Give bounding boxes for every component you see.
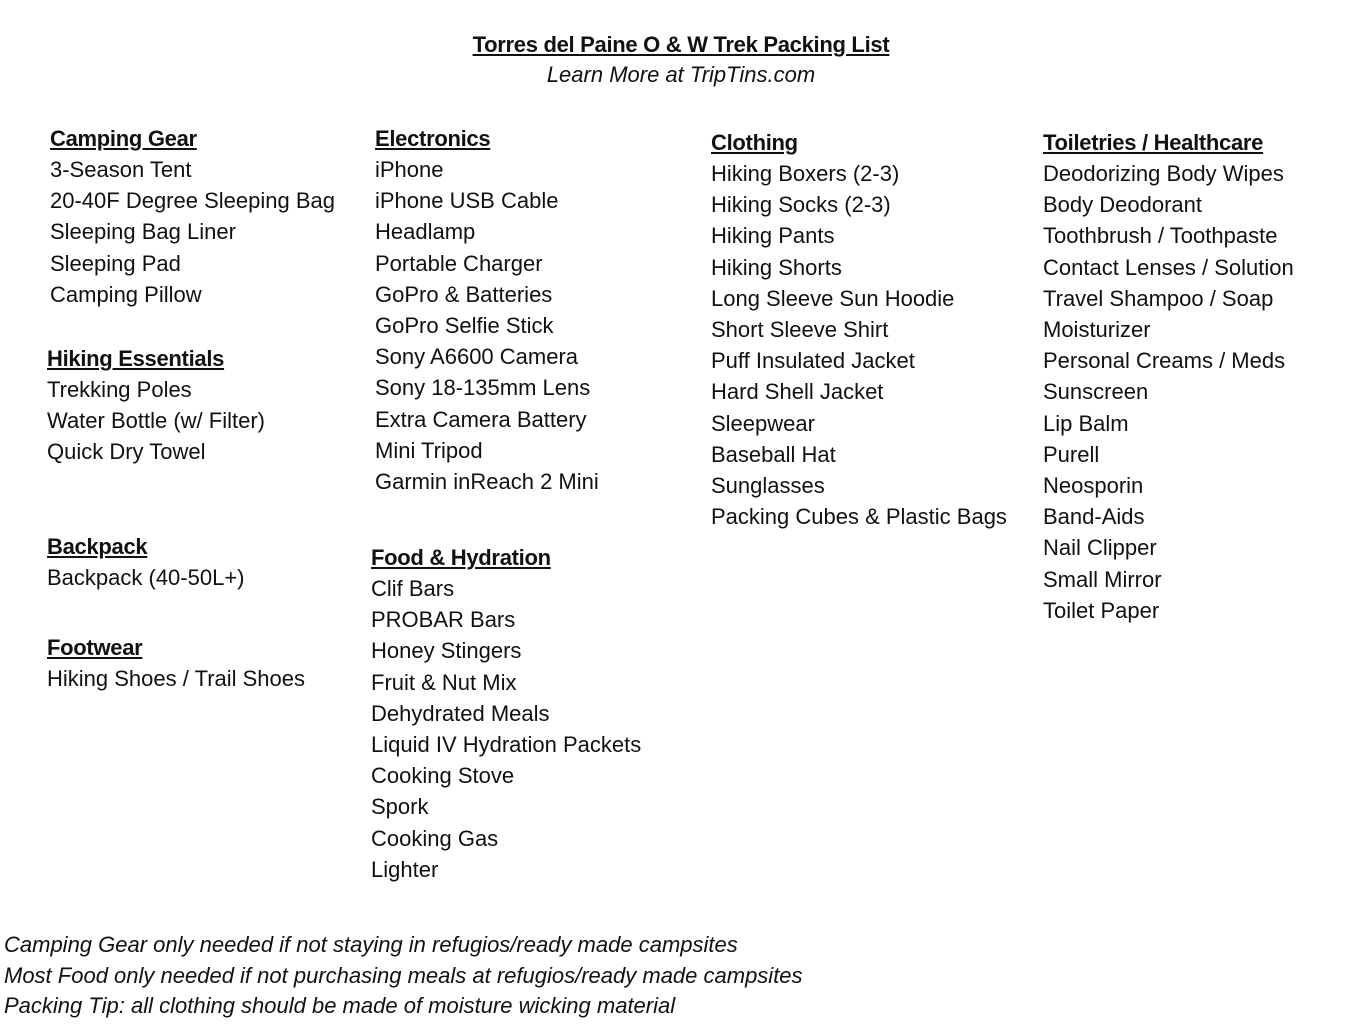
list-item: Deodorizing Body Wipes [1043,161,1284,186]
item-list [47,562,245,593]
list-item: Sleepwear [711,410,815,436]
section-camping-gear [50,124,335,310]
list-item: Toilet Paper [1043,597,1160,623]
list-item: Hiking Shorts [711,254,842,280]
item-list [50,154,335,310]
list-item: Toothbrush / Toothpaste [1043,223,1278,249]
section-heading: Hiking Essentials [47,346,225,371]
page-title: Torres del Paine O & W Trek Packing List [472,32,890,57]
list-item: Body Deodorant [1043,192,1202,218]
list-item: Honey Stingers [371,638,522,664]
list-item: Packing Cubes & Plastic Bags [711,504,1007,530]
list-item: Backpack (40-50L+) [47,565,245,590]
list-item: Purell [1043,441,1100,467]
item-list [375,154,599,497]
list-item: Lip Balm [1043,410,1129,436]
list-item: Moisturizer [1043,317,1151,343]
list-item: Water Bottle (w/ Filter) [47,408,265,434]
list-item: Baseball Hat [711,441,836,467]
document-header [0,30,1362,90]
section-electronics [375,124,599,497]
list-item: Contact Lenses / Solution [1043,254,1294,280]
footnote-packing-tip: Packing Tip: all clothing should be made of moisture wicking material [4,993,676,1018]
footnotes [4,930,803,1022]
list-item: Fruit & Nut Mix [371,669,517,695]
list-item: Sony 18-135mm Lens [375,375,591,401]
section-clothing [711,128,1007,532]
list-item: GoPro & Batteries [375,281,553,307]
list-item: Trekking Poles [47,377,192,402]
footnote-camping-gear: Camping Gear only needed if not staying in refugios/ready made campsites [4,932,738,957]
list-item: Headlamp [375,219,476,245]
list-item: 3-Season Tent [50,157,192,182]
list-item: Spork [371,794,429,820]
list-item: Hiking Pants [711,223,835,249]
list-item: Liquid IV Hydration Packets [371,732,642,758]
section-heading: Camping Gear [50,126,197,151]
item-list [711,158,1007,532]
list-item: Cooking Stove [371,763,515,789]
list-item: Clif Bars [371,576,455,601]
item-list [371,573,641,885]
list-item: Camping Pillow [50,281,202,307]
list-item: Lighter [371,856,439,882]
list-item: Sony A6600 Camera [375,344,579,370]
list-item: Sunglasses [711,473,825,499]
section-heading: Toiletries / Healthcare [1043,130,1264,155]
section-toiletries-healthcare [1043,128,1294,626]
list-item: Sunscreen [1043,379,1149,405]
list-item: Hiking Boxers (2-3) [711,161,900,186]
section-footwear [47,633,305,694]
list-item: Hiking Socks (2-3) [711,192,891,218]
list-item: Garmin inReach 2 Mini [375,469,599,495]
list-item: Portable Charger [375,250,543,276]
list-item: PROBAR Bars [371,607,516,633]
section-hiking-essentials [47,344,265,468]
list-item: Short Sleeve Shirt [711,317,889,343]
section-heading: Backpack [47,534,148,559]
list-item: Cooking Gas [371,825,499,851]
list-item: Extra Camera Battery [375,406,587,432]
page-subtitle: Learn More at TripTins.com [546,62,816,87]
item-list [47,663,305,694]
list-item: Sleeping Pad [50,250,181,276]
list-item: Nail Clipper [1043,535,1157,561]
list-item: iPhone USB Cable [375,188,559,214]
list-item: GoPro Selfie Stick [375,313,554,339]
list-item: Mini Tripod [375,437,483,463]
section-backpack [47,532,245,593]
list-item: 20-40F Degree Sleeping Bag [50,188,335,214]
list-item: Dehydrated Meals [371,700,550,726]
list-item: Small Mirror [1043,566,1162,592]
list-item: Long Sleeve Sun Hoodie [711,285,955,311]
section-heading: Footwear [47,635,143,660]
section-food-hydration [371,543,641,885]
footnote-food: Most Food only needed if not purchasing meals at refugios/ready made campsites [4,962,803,988]
list-item: Band-Aids [1043,504,1145,530]
item-list [47,374,265,468]
list-item: Sleeping Bag Liner [50,219,236,245]
list-item: Hiking Shoes / Trail Shoes [47,666,306,691]
list-item: Hard Shell Jacket [711,379,884,405]
list-item: Personal Creams / Meds [1043,348,1286,374]
item-list [1043,158,1294,626]
list-item: Neosporin [1043,473,1144,499]
list-item: Quick Dry Towel [47,439,206,465]
section-heading: Electronics [375,126,491,151]
list-item: Puff Insulated Jacket [711,348,915,374]
section-heading: Clothing [711,130,798,155]
list-item: Travel Shampoo / Soap [1043,285,1274,311]
list-item: iPhone [375,157,444,182]
section-heading: Food & Hydration [371,545,551,570]
